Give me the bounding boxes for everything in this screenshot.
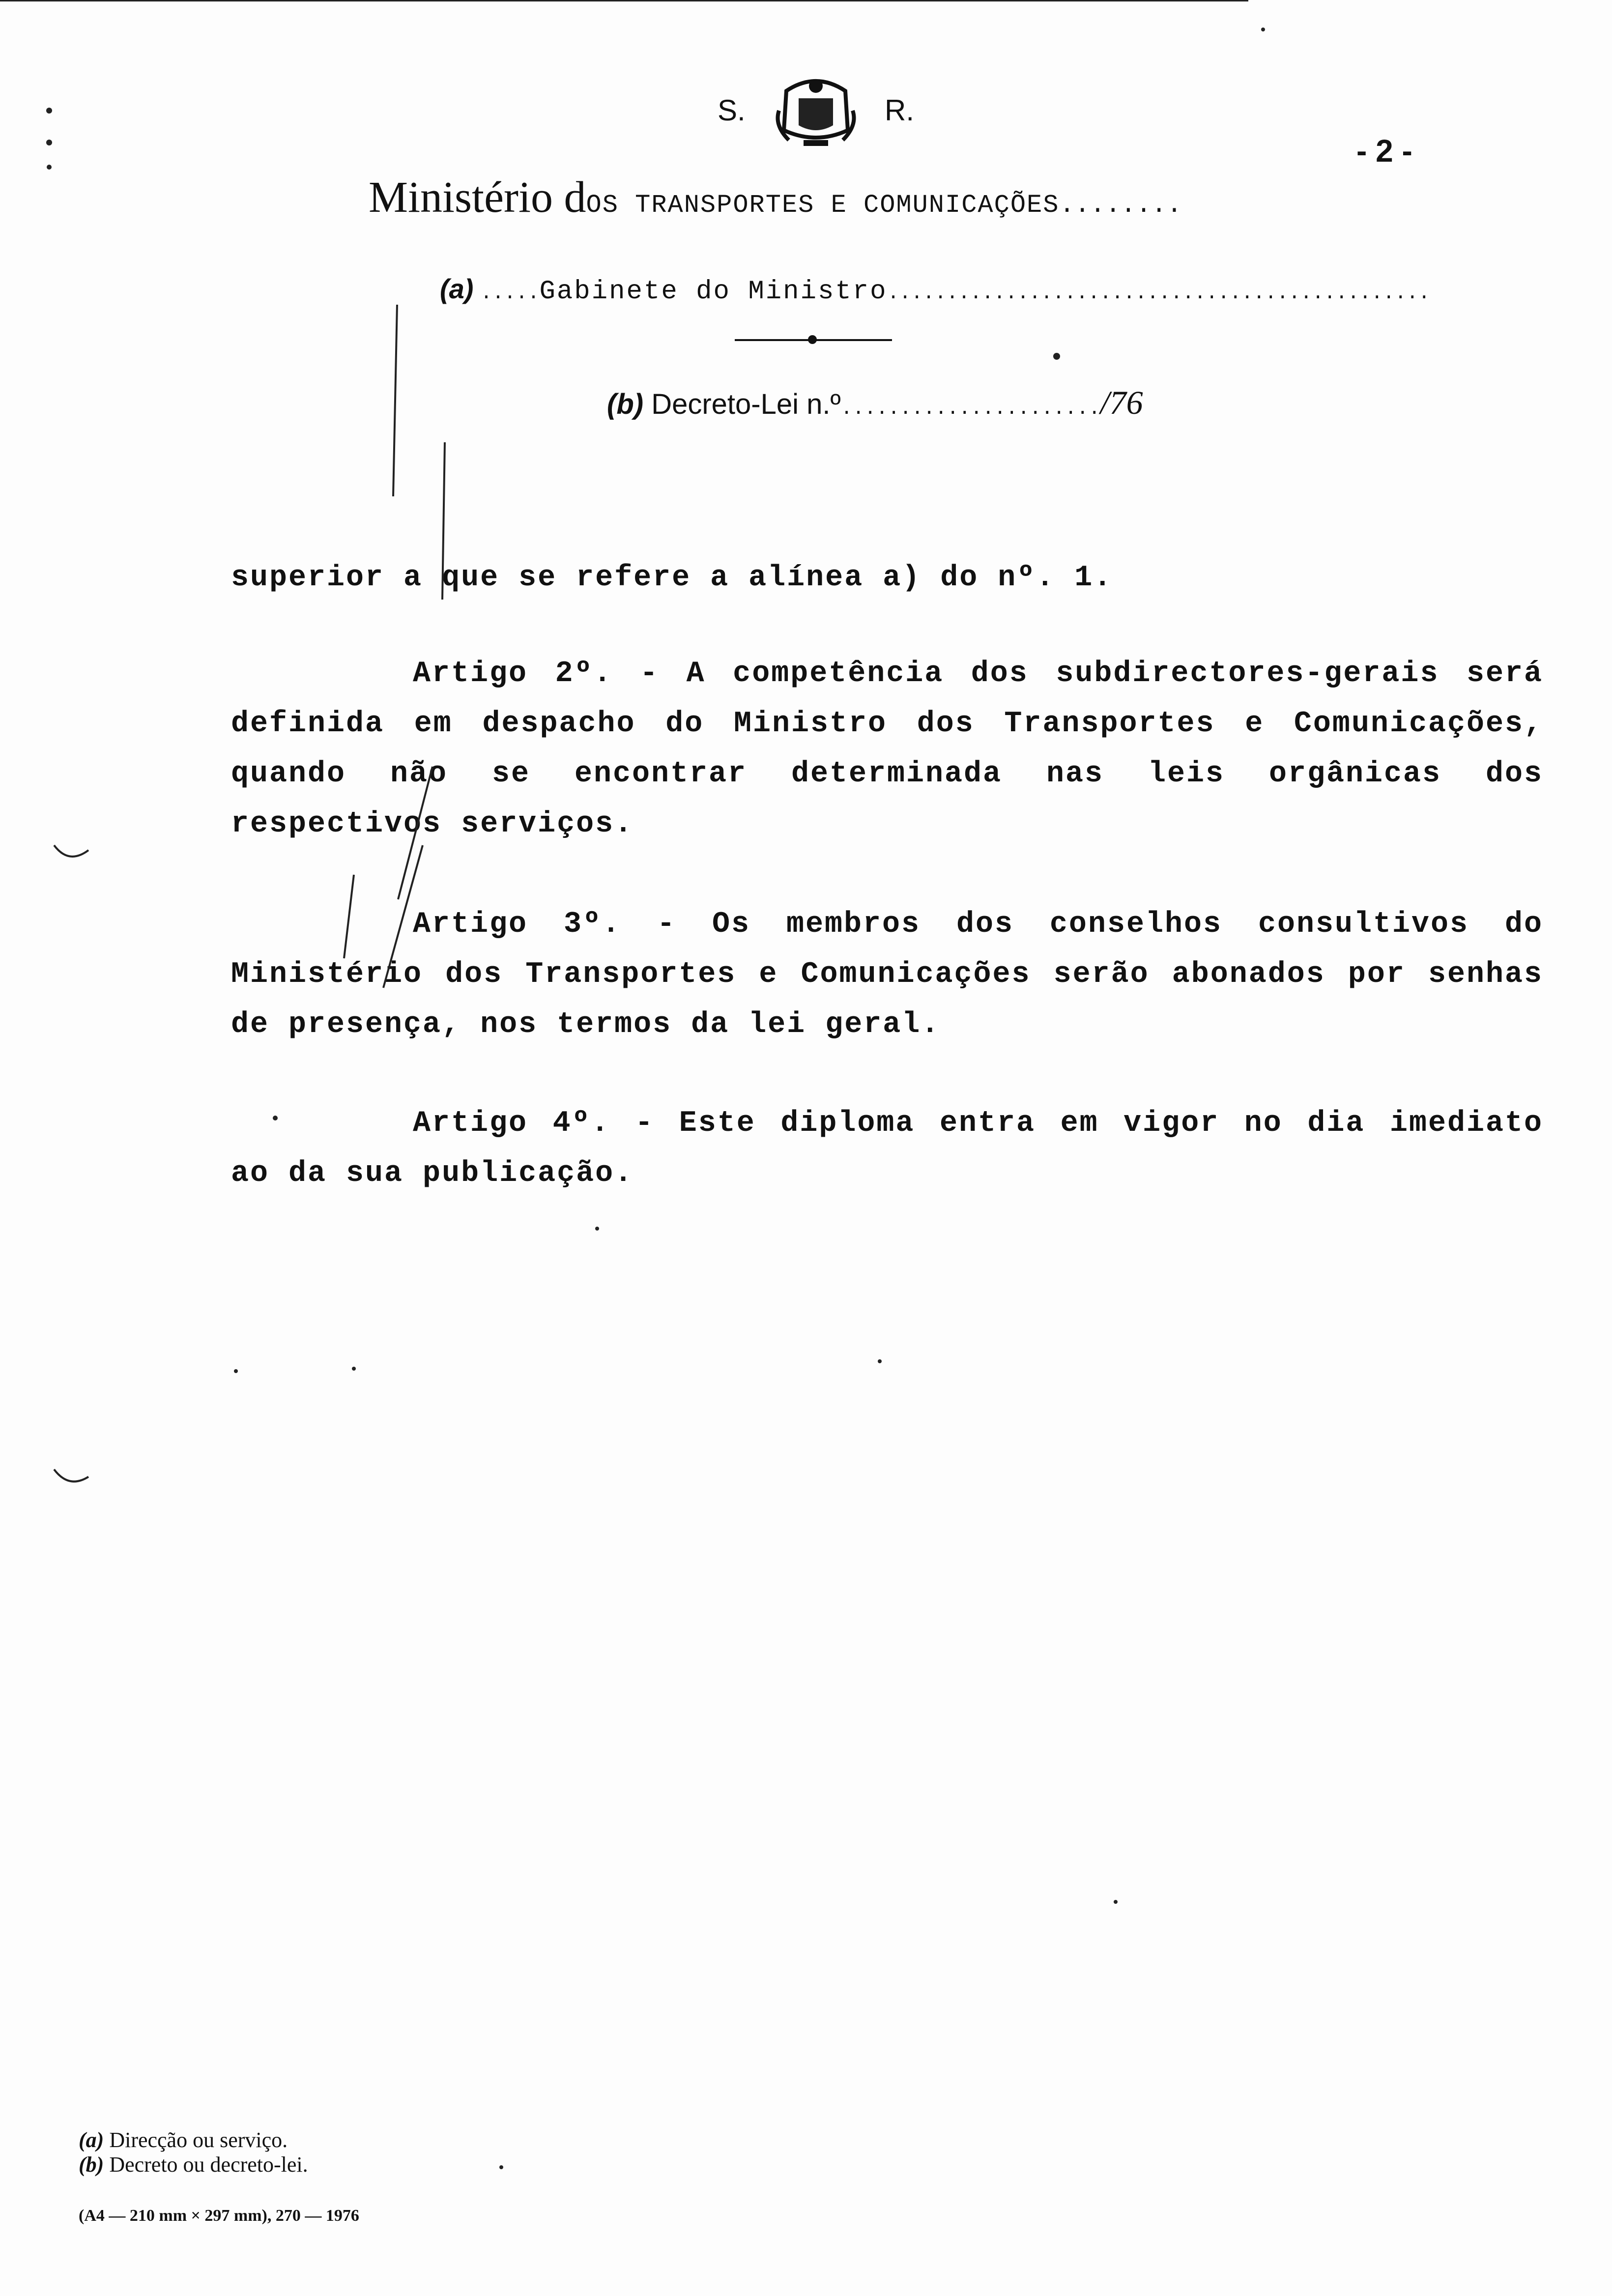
ministry-name: OS TRANSPORTES E COMUNICAÇÕES (586, 191, 1060, 220)
decree-year: /76 (1100, 384, 1143, 421)
article-2-text: Artigo 2º. - A competência dos subdirectores-gerais será definida em despacho do Ministro dos Transportes e Comunicações, quando não se encontrar determinada nas leis orgânicas dos respectivos serviços. (231, 657, 1543, 841)
article-4-text: Artigo 4º. - Este diploma entra em vigor no dia imediato ao da sua publicação. (231, 1107, 1543, 1190)
sub-unit-dots-left: ..... (480, 283, 540, 305)
ministry-heading (369, 172, 1182, 223)
article-3-text: Artigo 3º. - Os membros dos conselhos consultivos do Ministério dos Transportes e Comunicações serão abonados por senhas de presença, nos termos da lei geral. (231, 908, 1543, 1041)
ministry-label: Ministério d (369, 173, 586, 222)
form-code: (A4 — 210 mm × 297 mm), 270 — 1976 (79, 2207, 359, 2225)
footnote-a: (a) Direcção ou serviço. (79, 2128, 288, 2152)
header-letter-s: S. (718, 94, 746, 127)
separator-diamond (808, 335, 817, 344)
decree-prefix: (b) (607, 388, 644, 420)
sub-unit-prefix: (a) (440, 273, 474, 304)
decree-label: Decreto-Lei n.º (651, 388, 841, 420)
ministry-dotted-line: ........ (1059, 191, 1182, 220)
sub-unit-name: Gabinete do Ministro (539, 277, 888, 307)
footnote-b: (b) Decreto ou decreto-lei. (79, 2152, 308, 2177)
footnotes (79, 2128, 308, 2177)
decree-line (607, 383, 1143, 422)
article-4 (231, 1098, 1543, 1199)
header-letter-r: R. (885, 94, 914, 127)
paragraph-1-text: superior a que se refere a alínea a) do nº. 1. (231, 561, 1113, 595)
page-number: - 2 - (1356, 133, 1412, 169)
coat-of-arms-icon (774, 71, 858, 150)
top-border-line (0, 0, 1248, 1)
sub-unit-line (440, 273, 1430, 307)
article-2 (231, 649, 1543, 849)
article-3 (231, 899, 1543, 1050)
decree-dotted-line: ...................... (840, 398, 1100, 420)
sub-unit-dots-right: .............................................. (887, 283, 1430, 305)
paragraph-continuation (231, 553, 1543, 603)
